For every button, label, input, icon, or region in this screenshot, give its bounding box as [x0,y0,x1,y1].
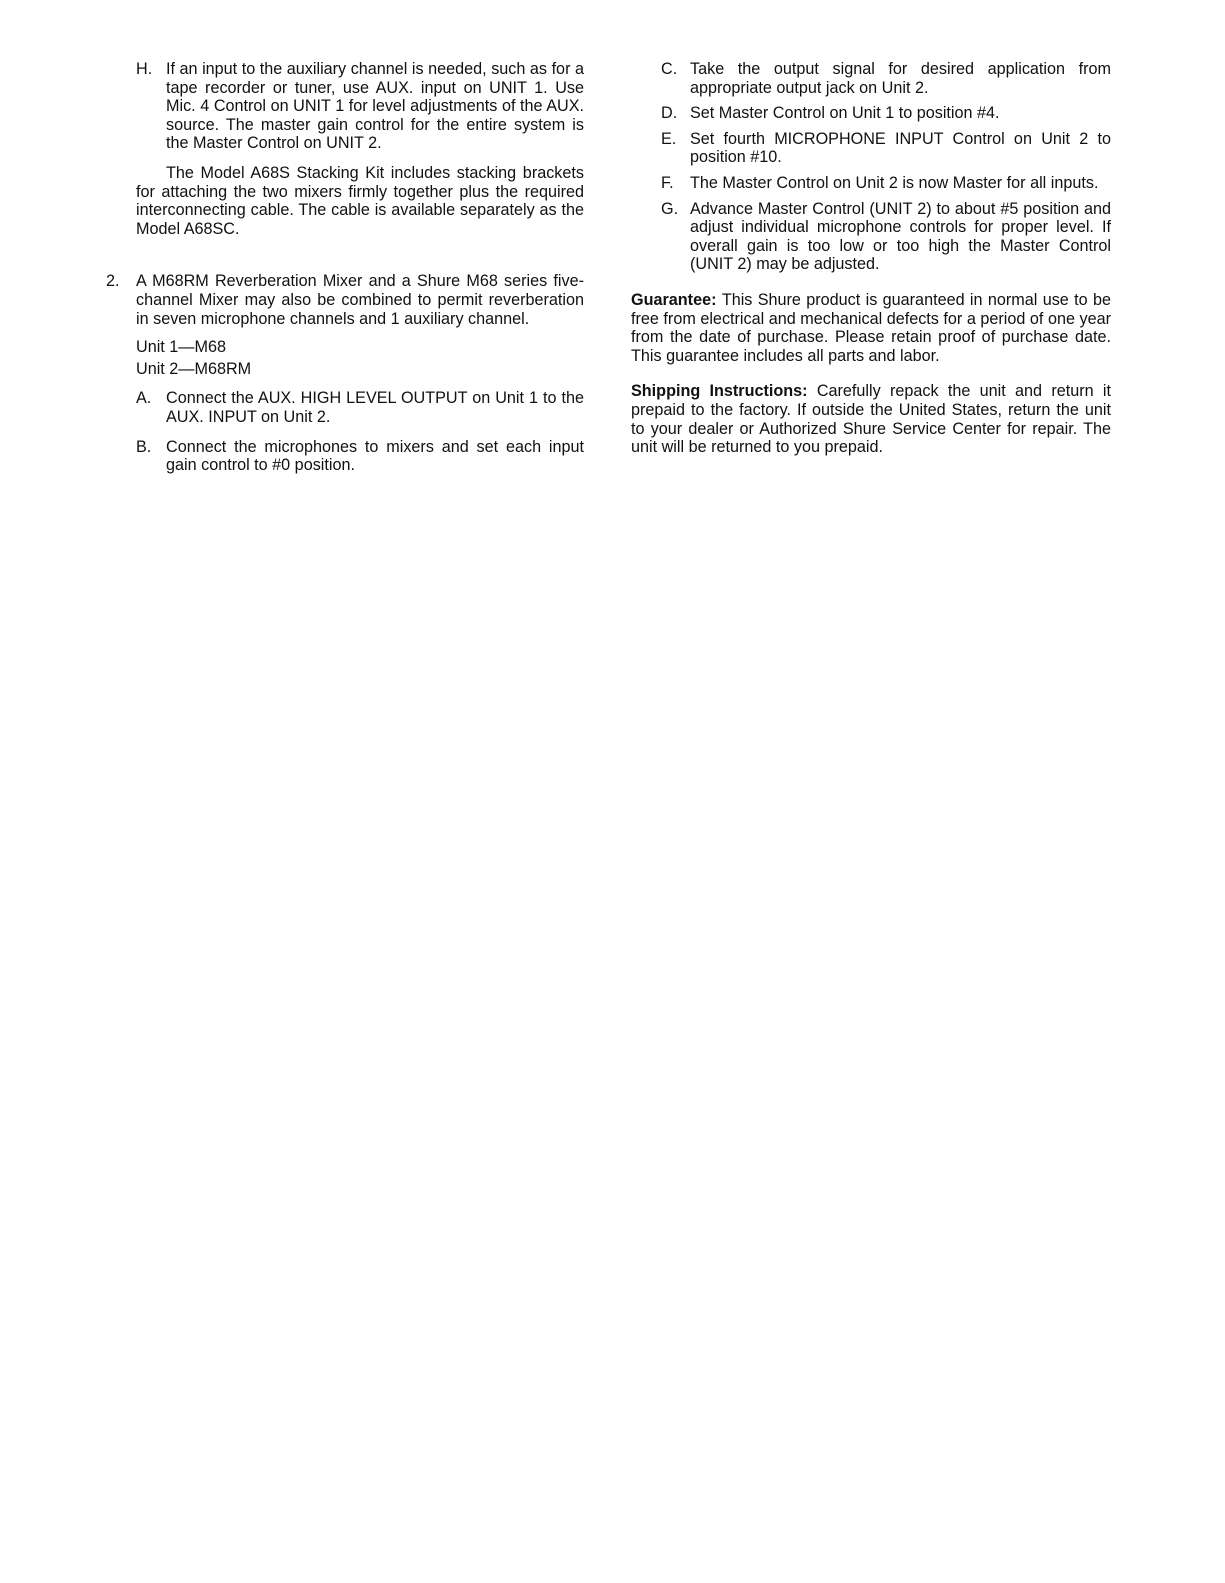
list-marker: F. [661,173,674,192]
shipping-heading: Shipping Instructions: [631,382,817,401]
list-marker: E. [661,129,677,148]
guarantee-text: This Shure product is guaranteed in normal use to be free from electrical and mechanical defects for a period of one year from the date of purchase. Please retain proof of purchase date. This guarantee includes all parts and labor. [631,290,1111,365]
list-item-text: Connect the AUX. HIGH LEVEL OUTPUT on Unit 1 to the AUX. INPUT on Unit 2. [166,389,584,426]
stacking-kit-paragraph: The Model A68S Stacking Kit includes stacking brackets for attaching the two mixers firmly together plus the required interconnecting cable. The cable is available separately as the Model A68SC. [136,163,584,238]
numbered-item-2 [106,272,584,328]
list-item-text: A M68RM Reverberation Mixer and a Shure M68 series five-channel Mixer may also be combined to permit reverberation in seven microphone channels and 1 auxiliary channel. [136,272,584,328]
unit-list [106,338,584,378]
list-item-text: Advance Master Control (UNIT 2) to about #5 position and adjust individual microphone controls for proper level. If overall gain is too low or too high the Master Control (UNIT 2) may be adjusted. [690,199,1111,274]
list-item-d [631,104,1111,123]
shipping-text: Carefully repack the unit and return it prepaid to the factory. If outside the United States, return the unit to your dealer or Authorized Shure Service Center for repair. The unit will be returned to you prepaid. [631,382,1111,457]
right-column [631,60,1111,457]
list-item-e [631,130,1111,167]
list-item-b [106,438,584,475]
list-item-text: Set Master Control on Unit 1 to position #4. [690,104,1000,123]
list-item-a [106,389,584,426]
list-marker: C. [661,60,678,78]
unit-line-2: Unit 2—M68RM [136,359,252,378]
list-marker: B. [136,437,152,456]
list-item-f [631,174,1111,193]
list-item-text: The Master Control on Unit 2 is now Master for all inputs. [690,173,1099,192]
list-marker: A. [136,389,152,408]
list-marker: G. [661,199,679,218]
list-item-c [631,60,1111,97]
list-item-g [631,200,1111,274]
list-item-text: Take the output signal for desired application from appropriate output jack on Unit 2. [690,60,1111,97]
list-item-text: If an input to the auxiliary channel is needed, such as for a tape recorder or tuner, use AUX. input on UNIT 1. Use Mic. 4 Control on UNIT 1 for level adjustments of the AUX. source. The master gain control for the entire system is the Master Control on UNIT 2. [166,60,584,153]
left-column [106,60,584,475]
list-marker: D. [661,104,678,123]
shipping-paragraph [631,382,1111,456]
guarantee-paragraph [631,291,1111,365]
guarantee-heading: Guarantee: [631,290,722,309]
list-item-text: Set fourth MICROPHONE INPUT Control on Unit 2 to position #10. [690,129,1111,167]
list-item-h [106,60,584,153]
list-marker: 2. [106,272,120,291]
list-item-text: Connect the microphones to mixers and set each input gain control to #0 position. [166,437,584,475]
unit-line-1: Unit 1—M68 [136,338,226,357]
list-marker: H. [136,60,153,78]
